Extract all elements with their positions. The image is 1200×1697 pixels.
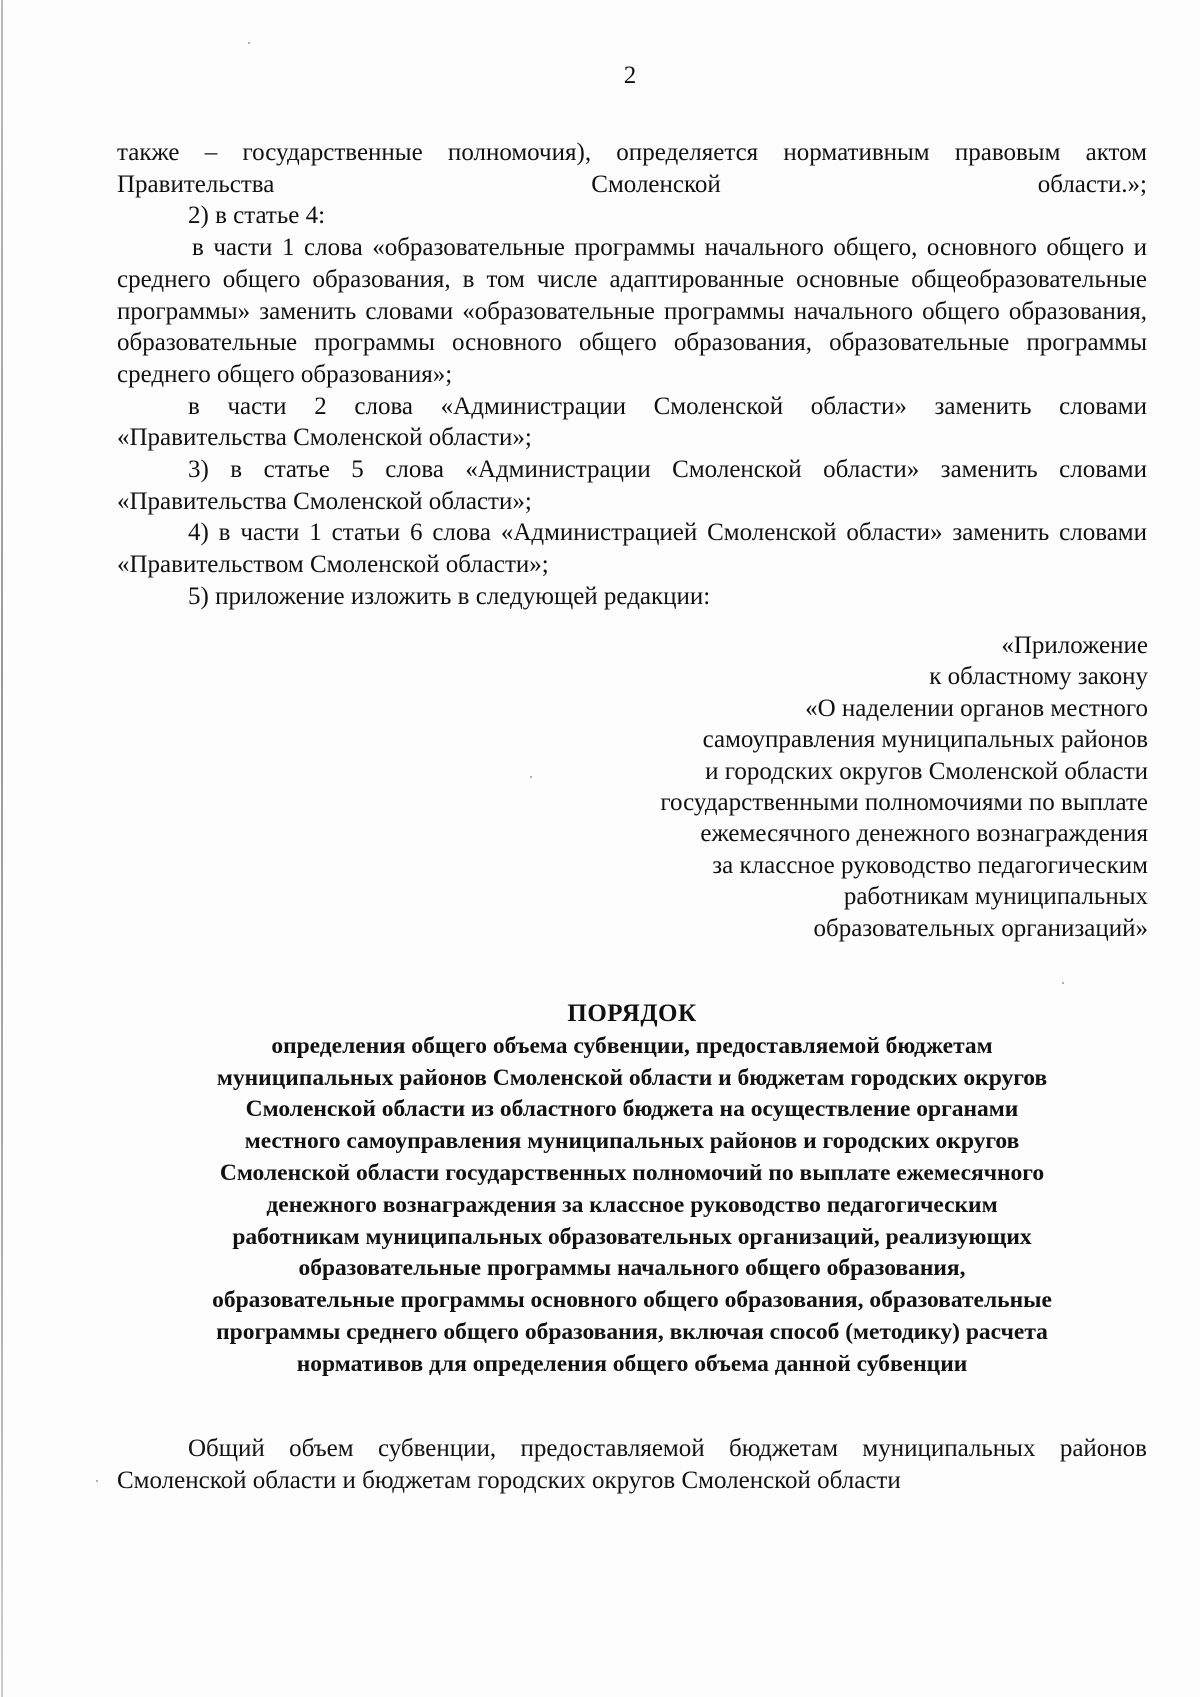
paragraph-item-4: 4) в части 1 статьи 6 слова «Администрацией Смоленской области» заменить словами «Правительством Смоленской области»; <box>117 519 1147 579</box>
scan-speck <box>96 1480 98 1482</box>
appendix-line: «Приложение <box>1001 632 1148 659</box>
appendix-line: к областному закону <box>929 663 1148 691</box>
appendix-line: ежемесячного денежного вознаграждения <box>700 820 1148 848</box>
appendix-line: работникам муниципальных <box>843 883 1148 911</box>
closing-text <box>117 1433 1147 1497</box>
scan-edge <box>1 0 3 1697</box>
appendix-line: самоуправления муниципальных районов <box>702 726 1148 754</box>
heading-line: денежного вознаграждения за классное руководство педагогическим <box>266 1191 998 1218</box>
paragraph-item-2: 2) в статье 4: <box>188 202 326 230</box>
appendix-line: образовательных организаций» <box>813 914 1148 942</box>
heading-line: местного самоуправления муниципальных районов и городских округов <box>244 1128 1020 1155</box>
heading-line: образовательные программы основного общего образования, образовательные <box>212 1287 1052 1314</box>
heading-line: определения общего объема субвенции, предоставляемой бюджетам <box>271 1032 993 1059</box>
scan-speck <box>530 776 532 778</box>
paragraph-article-4-part-2: в части 2 слова «Администрации Смоленской области» заменить словами «Правительства Смоленской области»; <box>117 392 1147 452</box>
amendment-text <box>117 137 1147 613</box>
appendix-line: государственными полномочиями по выплате <box>660 789 1148 817</box>
page-number: 2 <box>623 62 637 89</box>
heading-line: Смоленской области государственных полномочий по выплате ежемесячного <box>219 1159 1045 1186</box>
paragraph-general-volume: Общий объем субвенции, предоставляемой бюджетам муниципальных районов Смоленской области и бюджетам городских округов Смоленской области <box>117 1435 1147 1494</box>
heading-title: ПОРЯДОК <box>567 1000 697 1027</box>
scan-speck <box>248 42 250 44</box>
paragraph-item-5: 5) приложение изложить в следующей редакции: <box>188 582 711 610</box>
appendix-line: и городских округов Смоленской области <box>705 757 1148 785</box>
heading-line: работникам муниципальных образовательных организаций, реализующих <box>232 1223 1032 1250</box>
procedure-heading <box>108 998 1156 1381</box>
paragraph-article-4-part-1: в части 1 слова «образовательные программы начального общего, основного общего и среднего общего образования, в том числе адаптированные основные общеобразовательные программы» заменить словами «образовательные программы начального общего образования, образовательные программы основного общего образования, образовательные программы среднего общего образования»; <box>117 234 1147 388</box>
appendix-line: «О наделении органов местного <box>805 694 1148 722</box>
heading-line: образовательные программы начального общего образования, <box>298 1255 966 1282</box>
appendix-line: за классное руководство педагогическим <box>712 851 1148 879</box>
heading-line: нормативов для определения общего объема данной субвенции <box>296 1350 968 1377</box>
scan-speck <box>1062 982 1064 984</box>
heading-line: муниципальных районов Смоленской области и бюджетам городских округов <box>216 1064 1048 1091</box>
heading-line: Смоленской области из областного бюджета на осуществление органами <box>245 1096 1019 1123</box>
paragraph-item-3: 3) в статье 5 слова «Администрации Смоленской области» заменить словами «Правительства Смоленской области»; <box>117 456 1147 515</box>
paragraph-continuation: также – государственные полномочия), определяется нормативным правовым актом Правительства Смоленской области.»; <box>117 139 1147 198</box>
heading-line: программы среднего общего образования, включая способ (методику) расчета <box>216 1318 1048 1345</box>
appendix-caption <box>660 630 1148 944</box>
